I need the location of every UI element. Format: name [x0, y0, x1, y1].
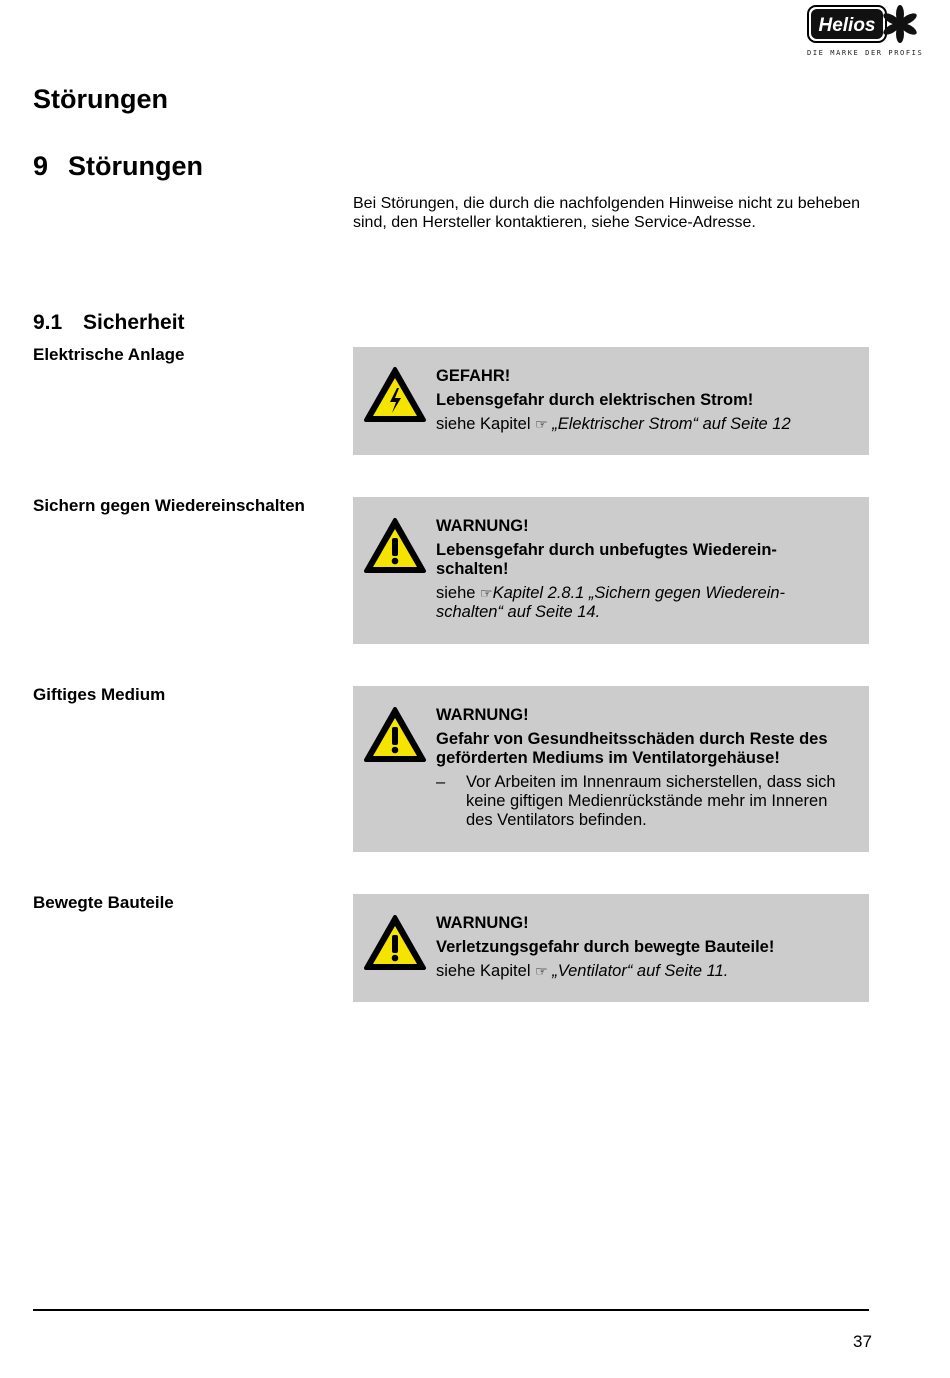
- ref-link[interactable]: Kapitel 2.8.1 „Sichern gegen Wiederein-: [492, 584, 786, 602]
- signal-word: WARNUNG!: [436, 706, 529, 724]
- page-title: Störungen: [33, 84, 168, 114]
- signal-word: WARNUNG!: [436, 517, 529, 535]
- warning-exclamation-icon: [363, 914, 427, 972]
- cross-reference: [436, 415, 857, 434]
- hand-pointer-icon: ☞: [480, 585, 493, 601]
- chapter-title: Störungen: [68, 151, 203, 181]
- warning-message: Lebensgefahr durch elektrischen Strom!: [436, 391, 754, 409]
- warning-message: Gefahr von Gesundheitsschäden durch Reste des geförderten Mediums im Ventilatorgehäuse!: [436, 730, 828, 767]
- ref-link[interactable]: „Elektrischer Strom“ auf Seite 12: [552, 415, 791, 433]
- section-number: 9.1: [33, 311, 63, 334]
- hand-pointer-icon: ☞: [535, 416, 548, 432]
- logo-tagline: DIE MARKE DER PROFIS: [807, 49, 924, 57]
- step-text: Vor Arbeiten im Innenraum sicherstellen, dass sich keine giftigen Medienrückstände mehr im Inneren des Ventilators befinden.: [466, 773, 836, 829]
- chapter-number: 9: [33, 151, 49, 181]
- side-label-giftiges-medium: Giftiges Medium: [33, 685, 166, 704]
- hand-pointer-icon: ☞: [535, 963, 548, 979]
- helios-logo-graphic: [807, 5, 917, 47]
- section-heading: [33, 311, 185, 335]
- electric-hazard-icon: [363, 366, 427, 424]
- warning-box-bewegte-bauteile: [353, 894, 869, 1002]
- warning-exclamation-icon: [363, 517, 427, 575]
- signal-word: WARNUNG!: [436, 914, 529, 932]
- section-title: Sicherheit: [83, 311, 185, 334]
- helios-logo: [807, 5, 924, 59]
- warning-message: [436, 541, 857, 579]
- footer-rule: [33, 1309, 869, 1311]
- cross-reference: [436, 584, 857, 622]
- intro-text: Bei Störungen, die durch die nachfolgenden Hinweise nicht zu beheben sind, den Hersteller kontaktieren, siehe Service-Adresse.: [353, 195, 861, 231]
- side-label-elektrische-anlage: Elektrische Anlage: [33, 345, 185, 364]
- ref-prefix: siehe: [436, 584, 476, 602]
- ref-prefix: siehe Kapitel: [436, 415, 531, 433]
- side-label-bewegte-bauteile: Bewegte Bauteile: [33, 893, 174, 912]
- signal-word: GEFAHR!: [436, 367, 511, 385]
- cross-reference: [436, 962, 857, 981]
- chapter-heading: [33, 151, 203, 182]
- warning-exclamation-icon: [363, 706, 427, 764]
- warning-message: Verletzungsgefahr durch bewegte Bauteile!: [436, 938, 775, 956]
- side-label-sichern: Sichern gegen Wiedereinschalten: [33, 496, 305, 515]
- warning-message-line: Lebensgefahr durch unbefugtes Wiederein-: [436, 541, 777, 559]
- ref-link[interactable]: „Ventilator“ auf Seite 11.: [552, 962, 729, 980]
- warning-box-wiedereinschalten: [353, 497, 869, 644]
- warning-message-line: schalten!: [436, 560, 509, 578]
- warning-box-elektrisch: [353, 347, 869, 455]
- ref-prefix: siehe Kapitel: [436, 962, 531, 980]
- warning-box-giftiges-medium: [353, 686, 869, 852]
- step-dash: –: [436, 773, 446, 791]
- ref-link[interactable]: schalten“ auf Seite 14.: [436, 603, 601, 621]
- page-number: 37: [853, 1332, 872, 1351]
- instruction-step: [436, 773, 857, 830]
- svg-text:Helios: Helios: [818, 15, 876, 36]
